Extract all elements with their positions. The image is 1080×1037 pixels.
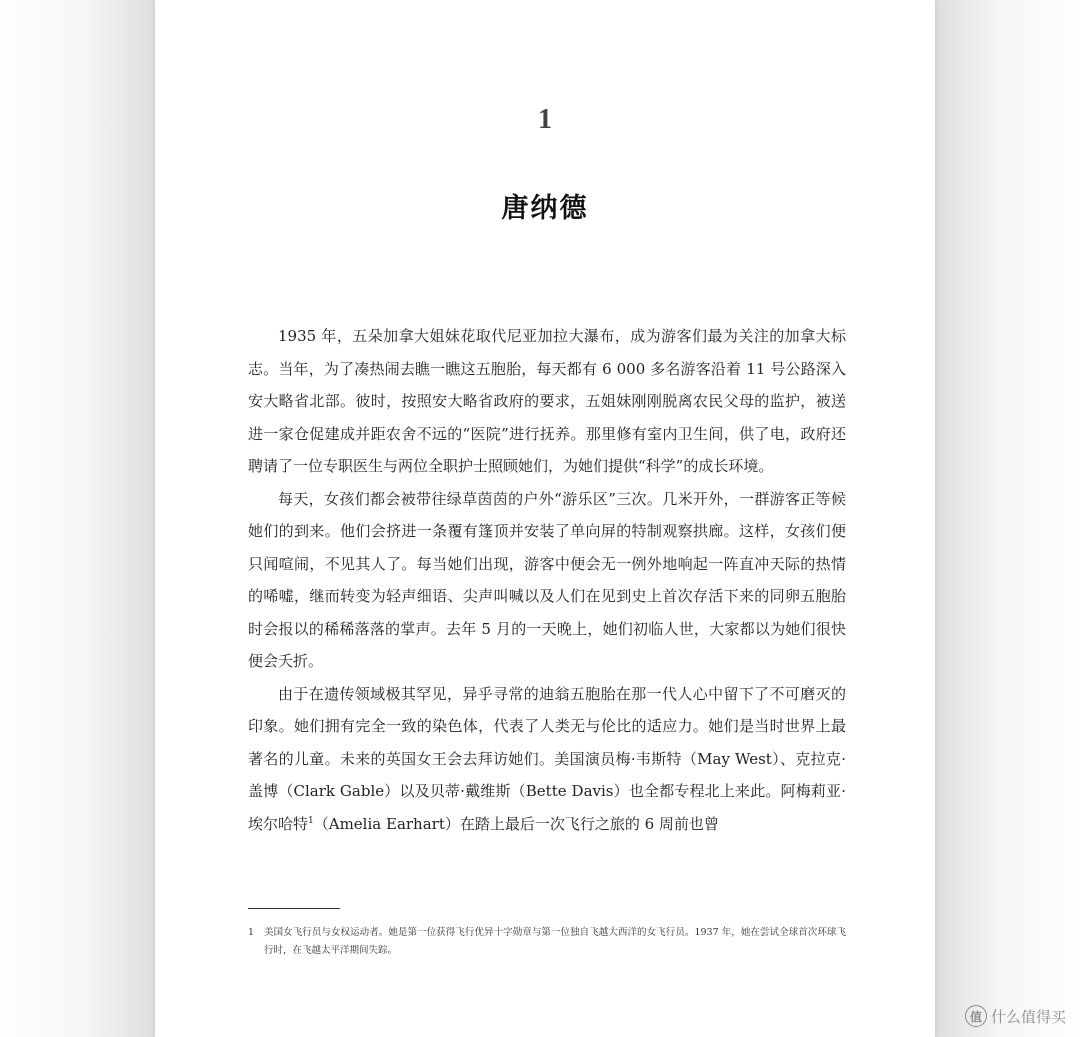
chapter-number: 1 [538, 104, 552, 135]
paragraph-3-text-before: 由于在遗传领域极其罕见，异乎寻常的迪翁五胞胎在那一代人心中留下了不可磨灭的印象。她们拥有完全一致的染色体，代表了人类无与伦比的适应力。她们是当时世界上最著名的儿童。未来的英国女王会去拜访她们。美国演员梅·韦斯特（May West）、克拉克·盖博（Clark Gable）以及贝蒂·戴维斯（Bette Davis）也全都专程北上来此。阿梅莉亚·埃尔哈特 [248, 684, 846, 833]
right-margin-shadow [935, 0, 1080, 1037]
watermark [965, 1005, 1066, 1027]
paragraph-3 [248, 678, 846, 841]
paragraph-3-text-after: （Amelia Earhart）在踏上最后一次飞行之旅的 6 周前也曾 [313, 814, 719, 833]
paragraph-1: 1935 年，五朵加拿大姐妹花取代尼亚加拉大瀑布，成为游客们最为关注的加拿大标志。当年，为了凑热闹去瞧一瞧这五胞胎，每天都有 6 000 多名游客沿着 11 号公路深入安大略省北部。彼时，按照安大略省政府的要求，五姐妹刚刚脱离农民父母的监护，被送进一家仓促建成并距农舍不远的“医院”进行抚养。那里修有室内卫生间，供了电，政府还聘请了一位专职医生与两位全职护士照顾她们，为她们提供“科学”的成长环境。 [248, 327, 846, 475]
body-text [248, 320, 846, 840]
footnote-reference[interactable]: 1 [308, 815, 314, 826]
chapter-title: 唐纳德 [501, 193, 589, 224]
left-margin-shadow [0, 0, 155, 1037]
footnote-text: 美国女飞行员与女权运动者。她是第一位获得飞行优异十字勋章与第一位独自飞越大西洋的女飞行员。1937 年，她在尝试全球首次环球飞行时，在飞越太平洋期间失踪。 [264, 927, 846, 956]
footnote-marker: 1 [248, 927, 255, 938]
watermark-text: 什么值得买 [990, 1007, 1066, 1026]
footnote-divider [248, 908, 340, 909]
paragraph-2: 每天，女孩们都会被带往绿草茵茵的户外“游乐区”三次。几米开外，一群游客正等候她们的到来。他们会挤进一条覆有篷顶并安装了单向屏的特制观察拱廊。这样，女孩们便只闻喧闹，不见其人了。每当她们出现，游客中便会无一例外地响起一阵直冲天际的热情的唏嘘，继而转变为轻声细语、尖声叫喊以及人们在见到史上首次存活下来的同卵五胞胎时会报以的稀稀落落的掌声。去年 5 月的一天晚上，她们初临人世，大家都以为她们很快便会夭折。 [248, 489, 846, 670]
book-page [155, 0, 935, 1037]
watermark-logo-icon: 值 [965, 1005, 987, 1027]
footnote [248, 924, 846, 960]
